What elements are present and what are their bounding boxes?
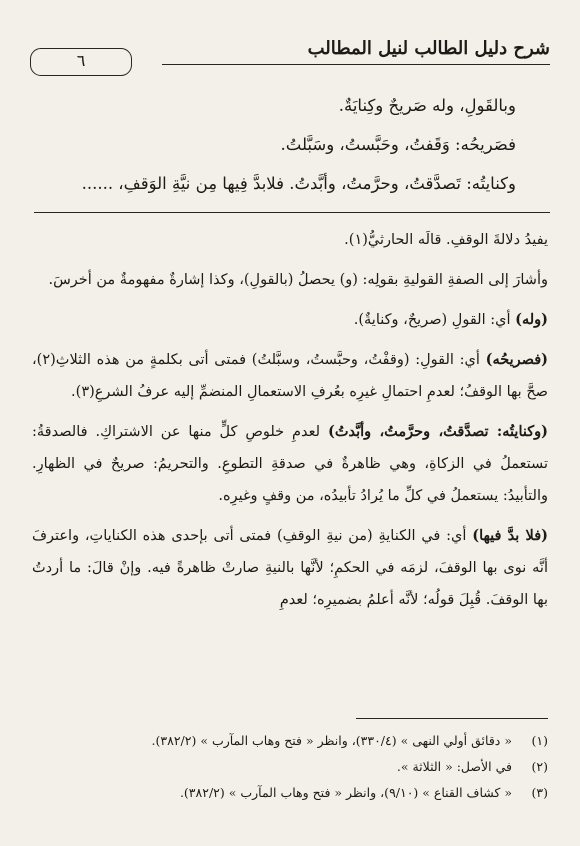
footnote-rule <box>356 718 548 719</box>
commentary-text <box>32 224 548 616</box>
matn-quote: (وكنايتُه: تصدَّقتُ، وحرَّمتُ، وأبَّدتُ) <box>327 423 549 440</box>
matn-quote: (وله) <box>515 311 548 328</box>
header-rule <box>162 64 550 65</box>
commentary-paragraph <box>32 344 548 408</box>
matn-line: فصَريحُه: وَقَفتُ، وحَبَّستُ، وسَبَّلتُ. <box>280 135 516 154</box>
footnotes <box>32 728 548 806</box>
footnote-item <box>32 780 548 806</box>
footnote-text: « كشاف القناع » (٩/١٠)، وانظر « فتح وهاب المآرب » (٣٨٢/٢). <box>179 785 512 800</box>
matn-quote: (فصريحُه) <box>485 351 548 368</box>
footnote-item <box>32 754 548 780</box>
page-number-badge: ٦ <box>30 48 132 76</box>
footnote-text: « دقائق أولي النهى » (٣٣٠/٤)، وانظر « فتح وهاب المآرب » (٣٨٢/٢). <box>151 733 512 748</box>
commentary-paragraph <box>32 304 548 336</box>
commentary-text-run: أي: في الكنايةِ (من نيةِ الوقفِ) فمتى أتى بإحدى هذه الكناياتِ، واعترفَ أنَّه نوى بها الوقفَ، لزمَه في الحكمِ؛ لأنَّها بالنيةِ صارتْ ظاهرةً فيه. وإنْ قالَ: ما أردتُ بها الوقفَ. قُبِلَ قولُه؛ لأنَّه أعلمُ بضميرِه؛ لعدمِ <box>32 528 548 608</box>
footnote-item <box>32 728 548 754</box>
matn-text <box>36 86 516 203</box>
book-title: شرح دليل الطالب لنيل المطالب <box>307 38 550 59</box>
footnote-number: (٣) <box>531 785 548 800</box>
matn-divider <box>34 212 550 213</box>
running-header <box>30 38 550 72</box>
footnote-text: في الأصل: « الثلاثة ». <box>396 759 512 774</box>
footnote-number: (٢) <box>531 759 548 774</box>
commentary-text-run: أي: القولِ (صريحٌ، وكنايةٌ). <box>353 312 511 328</box>
matn-quote: (فلا بدَّ فيها) <box>472 527 549 544</box>
commentary-text-run: أي: القولِ: (وقفْتُ، وحبَّستُ، وسبَّلتُ) فمتى أتى بكلمةٍ من هذه الثلاثِ(٢)، صحَّ بها الوقفُ؛ لعدمِ احتمالِ غيرِه بعُرفِ الاستعمالِ المنضمِّ إليه عرفُ الشرعِ(٣). <box>32 352 548 400</box>
commentary-paragraph <box>32 520 548 616</box>
matn-line: وكنايتُه: تَصدَّقتُ، وحرَّمتُ، وأبَّدتُ. فلابدَّ فِيها مِن نيَّةِ الوَقفِ، ...... <box>81 174 516 193</box>
commentary-text-run: لعدمِ خلوصِ كلٍّ منها عن الاشتراكِ. فالصدقةُ: تستعملُ في الزكاةِ، وهي ظاهرةٌ في صدقةِ التطوعِ. والتحريمُ: صريحٌ في الظهارِ. والتأبيدُ: يستعملُ في كلِّ ما يُرادُ تأبيدُه، من وقفٍ وغيرِه. <box>32 424 548 504</box>
commentary-paragraph <box>32 416 548 512</box>
commentary-paragraph: يفيدُ دلالةَ الوقفِ. قالَه الحارثيُّ(١). <box>344 232 548 248</box>
matn-line: وبالقَولِ، وله صَريحٌ وكِنايَةٌ. <box>338 96 516 115</box>
footnote-number: (١) <box>531 733 548 748</box>
commentary-paragraph: وأشارَ إلى الصفةِ القوليةِ بقولِه: (و) يحصلُ (بالقولِ)، وكذا إشارةٌ مفهومةٌ من أخرسَ. <box>48 272 548 288</box>
